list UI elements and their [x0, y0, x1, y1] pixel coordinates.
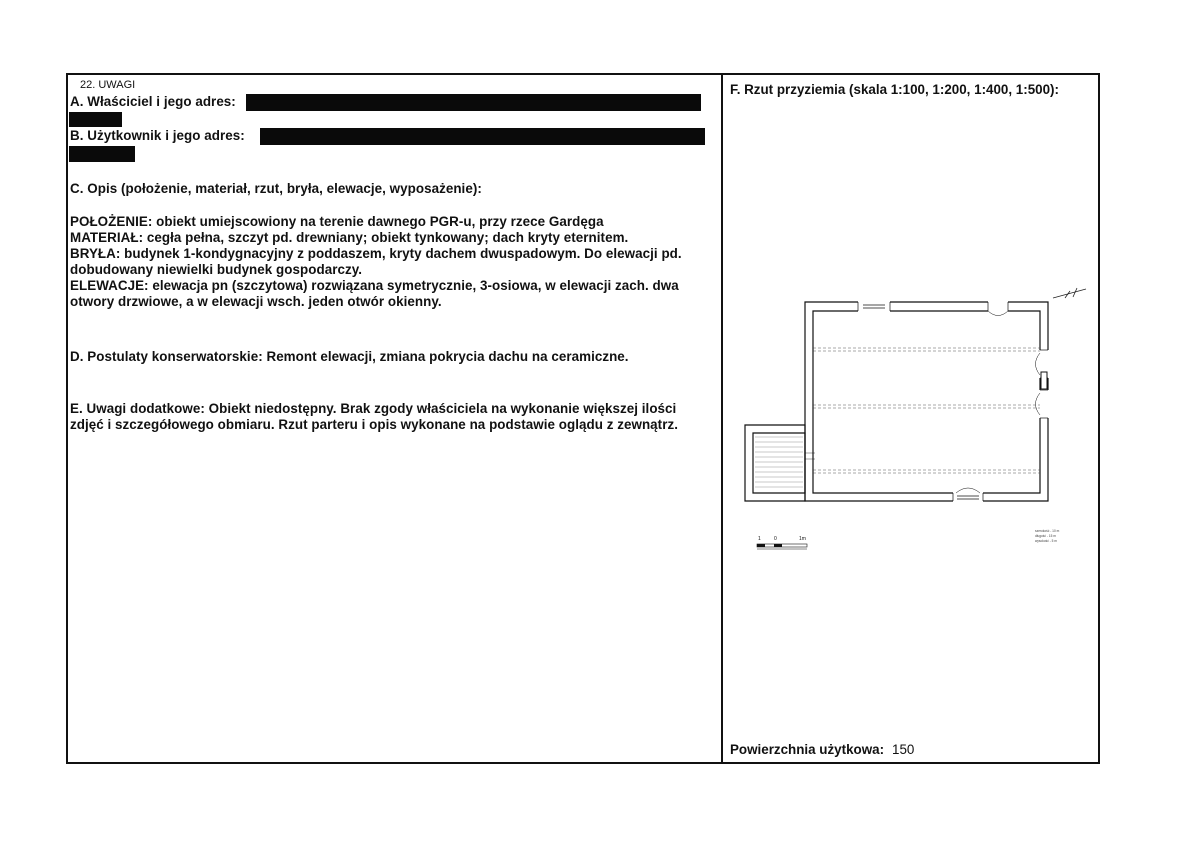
svg-text:1m: 1m	[799, 536, 806, 542]
svg-text:wysokość - 5 m: wysokość - 5 m	[1035, 539, 1057, 543]
description-heading: C. Opis (położenie, materiał, rzut, bryła, elewacje, wyposażenie):	[70, 181, 482, 196]
svg-text:0: 0	[774, 536, 777, 542]
scale-bar	[757, 536, 807, 549]
usable-area	[730, 742, 914, 757]
usable-area-label: Powierzchnia użytkowa:	[730, 742, 885, 757]
material-line: MATERIAŁ: cegła pełna, szczyt pd. drewniany; obiekt tynkowany; dach kryty eternitem.	[70, 230, 629, 245]
svg-text:długość - 15 m: długość - 15 m	[1035, 534, 1056, 538]
building-walls	[745, 302, 1048, 501]
owner-redaction	[246, 94, 701, 111]
user-label: B. Użytkownik i jego adres:	[70, 128, 245, 143]
location-line: POŁOŻENIE: obiekt umiejscowiony na terenie dawnego PGR-u, przy rzece Gardęga	[70, 214, 604, 229]
dimensions-legend	[1035, 529, 1060, 543]
form-line: BRYŁA: budynek 1-kondygnacyjny z poddaszem, kryty dachem dwuspadowym. Do elewacji pd.	[70, 246, 682, 261]
remarks-panel	[68, 75, 721, 762]
ground-floor-plan	[723, 75, 1100, 764]
elevations-line-cont: otwory drzwiowe, a w elewacji wsch. jeden otwór okienny.	[70, 294, 442, 309]
svg-text:szerokość - 10 m: szerokość - 10 m	[1035, 529, 1060, 533]
additional-remarks-cont: zdjęć i szczegółowego obmiaru. Rzut parteru i opis wykonane na podstawie oglądu z zewnątrz.	[70, 417, 678, 432]
form-line-cont: dobudowany niewielki budynek gospodarczy.	[70, 262, 362, 277]
additional-remarks: E. Uwagi dodatkowe: Obiekt niedostępny. Brak zgody właściciela na wykonanie większej ilości	[70, 401, 677, 416]
plan-panel	[723, 75, 1098, 762]
conservation-postulates: D. Postulaty konserwatorskie: Remont elewacji, zmiana pokrycia dachu na ceramiczne.	[70, 349, 629, 364]
user-redaction-2	[69, 146, 135, 162]
section-number: 22. UWAGI	[80, 79, 136, 91]
inventory-card	[66, 73, 1100, 764]
owner-redaction-2	[69, 112, 122, 127]
owner-label: A. Właściciel i jego adres:	[70, 94, 236, 109]
north-arrow-icon	[1053, 288, 1086, 298]
user-redaction	[260, 128, 705, 145]
elevations-line: ELEWACJE: elewacja pn (szczytowa) rozwiązana symetrycznie, 3-osiowa, w elewacji zach. dwa	[70, 278, 679, 293]
usable-area-value: 150	[892, 742, 915, 757]
plan-title: F. Rzut przyziemia (skala 1:100, 1:200, 1:400, 1:500):	[730, 82, 1059, 97]
svg-text:1: 1	[758, 536, 761, 542]
